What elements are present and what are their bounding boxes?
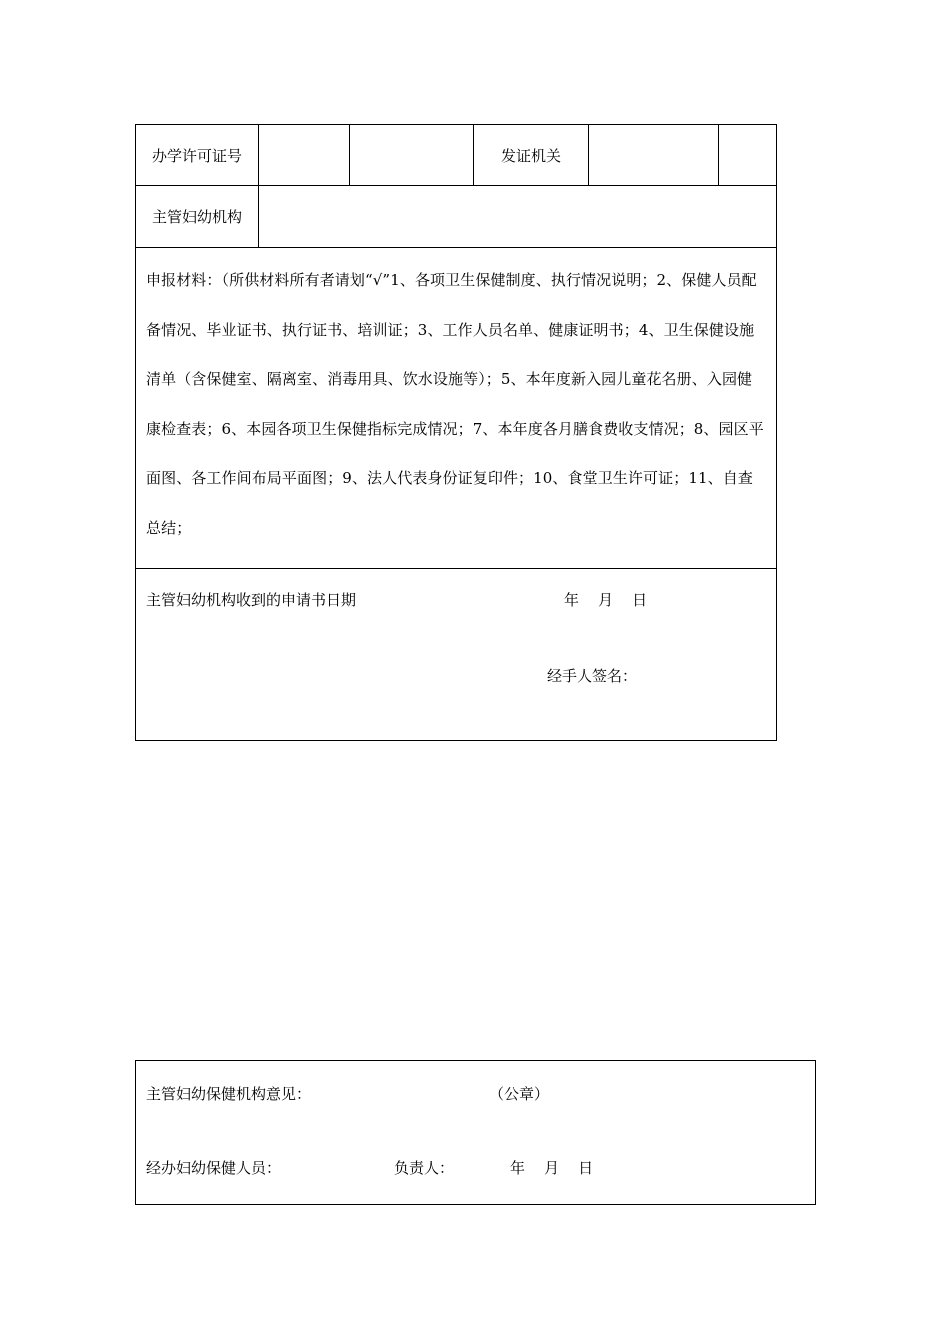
received-date-row xyxy=(136,568,777,740)
extra-field[interactable] xyxy=(719,125,777,186)
permit-number-label: 办学许可证号 xyxy=(136,125,259,186)
materials-row xyxy=(136,248,777,569)
materials-text: 申报材料：（所供材料所有者请划“√”1、各项卫生保健制度、执行情况说明；2、保健人员配备情况、毕业证书、执行证书、培训证；3、工作人员名单、健康证明书；4、卫生保健设施清单（含保健室、隔离室、消毒用具、饮水设施等）；5、本年度新入园儿童花名册、入园健康检查表；6、本园各项卫生保健指标完成情况；7、本年度各月膳食费收支情况；8、园区平面图、各工作间布局平面图；9、法人代表身份证复印件；10、食堂卫生许可证；11、自查总结； xyxy=(136,248,777,569)
opinion-date[interactable]: 年 月 日 xyxy=(510,1159,594,1177)
opinion-label: 主管妇幼保健机构意见： xyxy=(146,1085,312,1103)
handler-signature-label: 经手人签名： xyxy=(547,666,638,685)
official-seal-label: （公章） xyxy=(489,1085,550,1103)
issuing-authority-field[interactable] xyxy=(589,125,719,186)
opinion-box xyxy=(135,1060,816,1205)
supervising-org-field[interactable] xyxy=(259,186,777,248)
supervising-org-label: 主管妇幼机构 xyxy=(136,186,259,248)
issuing-authority-label: 发证机关 xyxy=(474,125,589,186)
received-date-label: 主管妇幼机构收到的申请书日期 xyxy=(146,590,357,609)
received-date-value[interactable]: 年 月 日 xyxy=(564,590,648,609)
responsible-person-label: 负责人： xyxy=(394,1159,455,1177)
staff-label: 经办妇幼保健人员： xyxy=(146,1159,282,1177)
permit-row xyxy=(136,125,777,186)
permit-number-field-1[interactable] xyxy=(259,125,350,186)
application-form-table xyxy=(135,124,777,741)
permit-number-field-2[interactable] xyxy=(350,125,474,186)
supervising-org-row xyxy=(136,186,777,248)
received-date-cell xyxy=(136,569,776,740)
